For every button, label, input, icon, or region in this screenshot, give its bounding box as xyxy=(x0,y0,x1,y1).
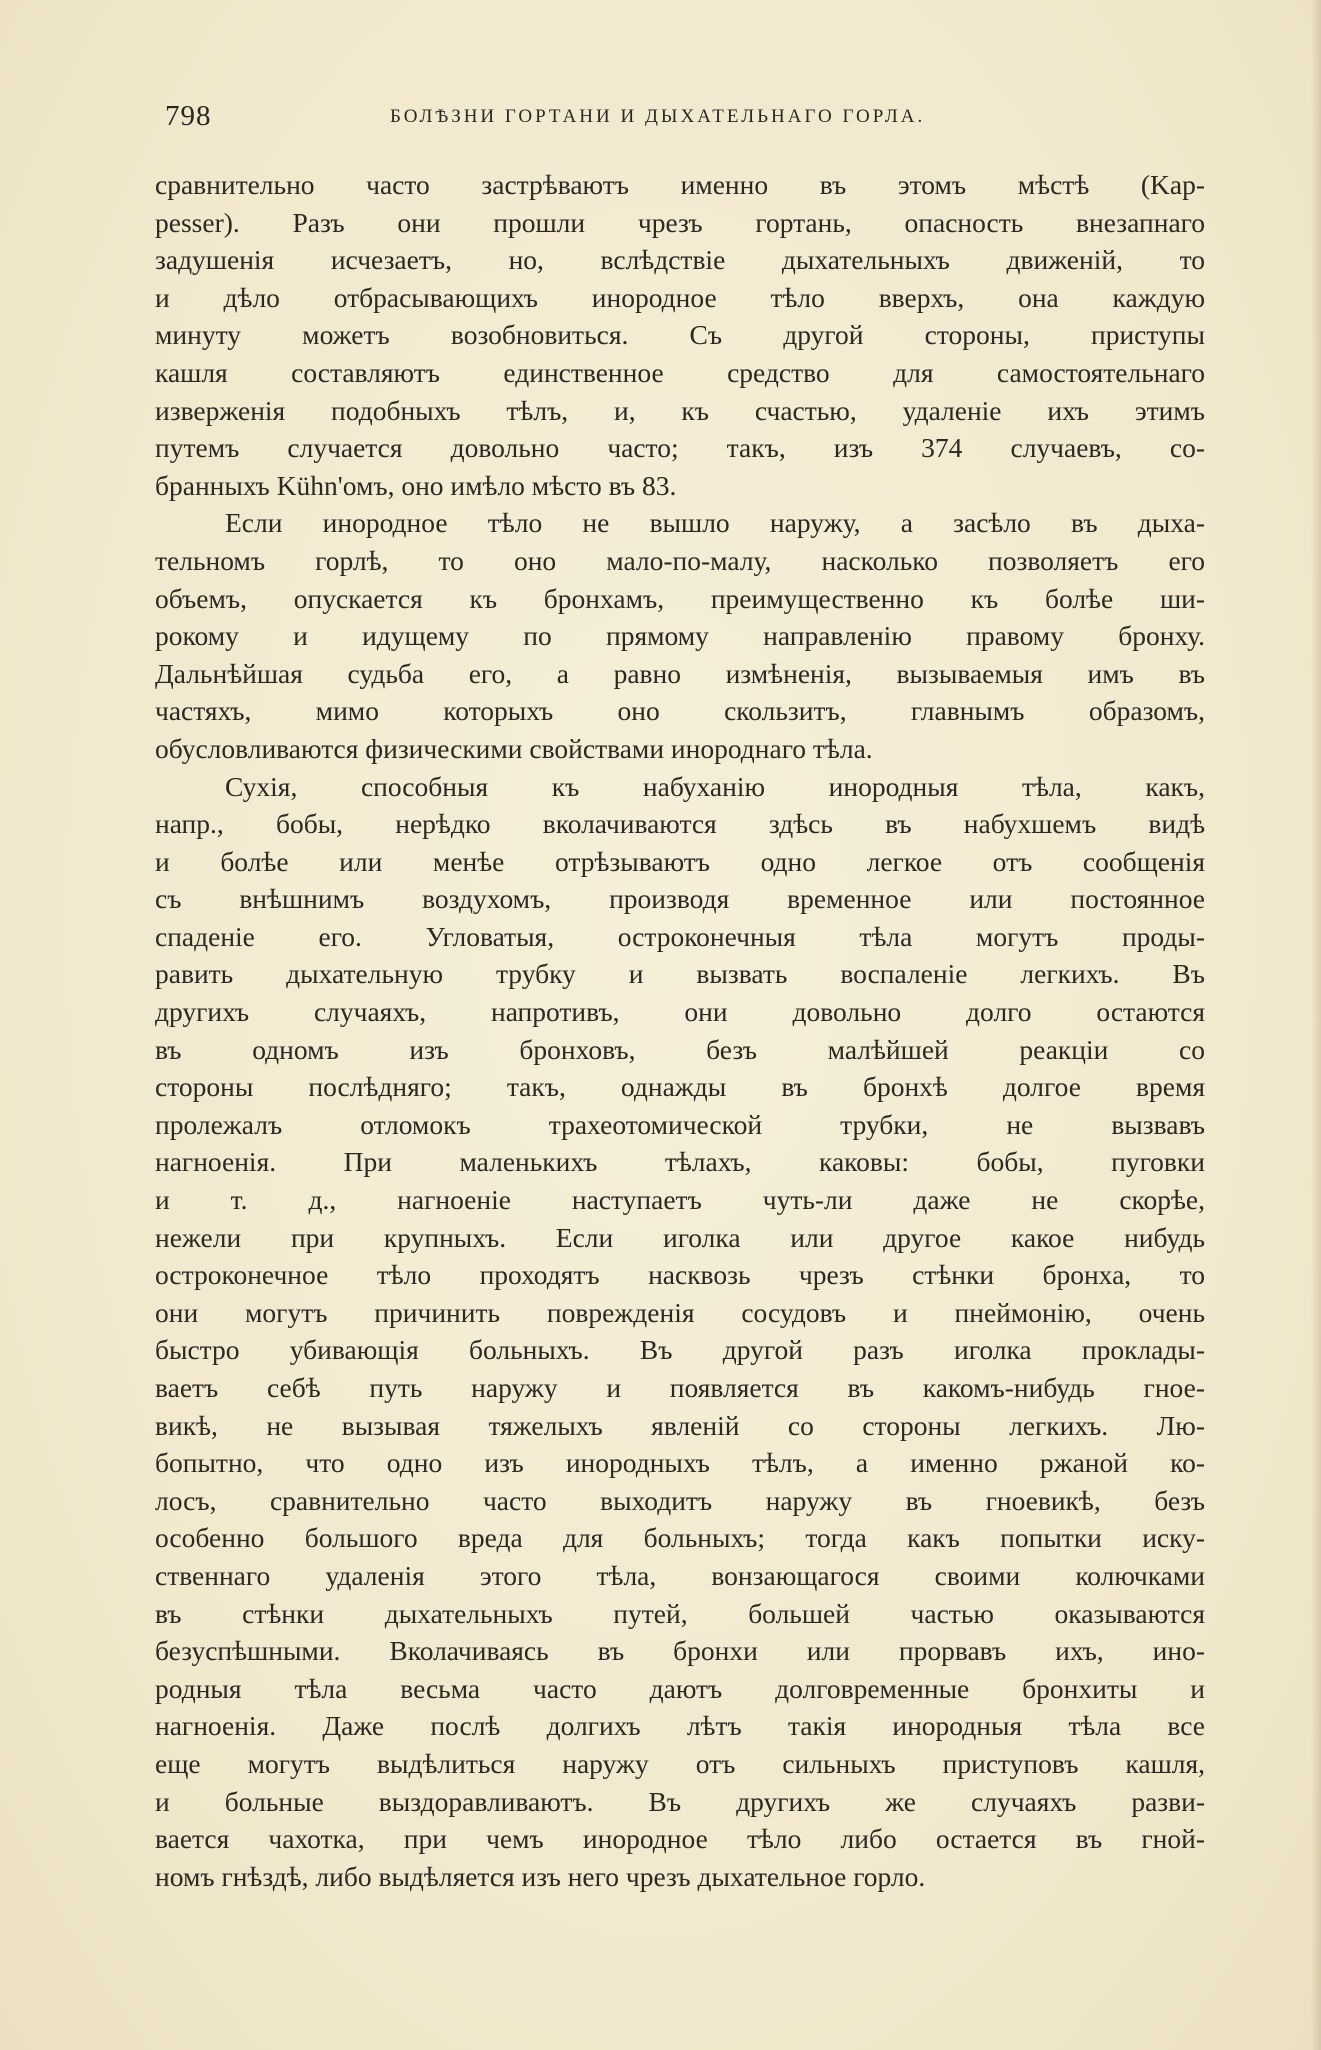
text-line: Если инородное тѣло не вышло наружу, а засѣло въ дыха- xyxy=(225,507,1205,539)
text-line: быстро убивающія больныхъ. Въ другой разъ иголка проклады- xyxy=(155,1334,1205,1366)
body-text xyxy=(155,166,1205,1895)
text-line: частяхъ, мимо которыхъ оно скользитъ, главнымъ образомъ, xyxy=(155,695,1205,727)
text-line: съ внѣшнимъ воздухомъ, производя временное или постоянное xyxy=(155,883,1205,915)
text-line: Сухія, способныя къ набуханію инородныя тѣла, какъ, xyxy=(225,770,1205,802)
text-line: спаденіе его. Угловатыя, остроконечныя тѣла могутъ проды- xyxy=(155,920,1205,952)
text-line: и болѣе или менѣе отрѣзываютъ одно легкое отъ сообщенія xyxy=(155,845,1205,877)
text-line: стороны послѣдняго; такъ, однажды въ бронхѣ долгое время xyxy=(155,1071,1205,1103)
text-line: ваетъ себѣ путь наружу и появляется въ какомъ-нибудь гное- xyxy=(155,1372,1205,1403)
text-line: обусловливаются физическими свойствами инороднаго тѣла. xyxy=(155,732,873,764)
page-edge-shadow xyxy=(1311,0,1321,2050)
text-line: нежели при крупныхъ. Если иголка или другое какое нибудь xyxy=(155,1221,1205,1253)
text-line: и т. д., нагноеніе наступаетъ чуть-ли даже не скорѣе, xyxy=(155,1184,1205,1216)
running-head xyxy=(165,100,1205,140)
text-line: pesser). Разъ они прошли чрезъ гортань, опасность внезапнаго xyxy=(155,206,1205,238)
text-line: кашля составляютъ единственное средство для самостоятельнаго xyxy=(155,356,1205,388)
text-line: объемъ, опускается къ бронхамъ, преимущественно къ болѣе ши- xyxy=(155,582,1205,614)
text-line: въ одномъ изъ бронховъ, безъ малѣйшей реакціи со xyxy=(155,1033,1205,1065)
text-line: бранныхъ Kühn'омъ, оно имѣло мѣсто въ 83. xyxy=(155,469,677,501)
text-line: рокому и идущему по прямому направленію правому бронху. xyxy=(155,620,1205,652)
text-line: путемъ случается довольно часто; такъ, изъ 374 случаевъ, со- xyxy=(155,432,1205,464)
text-line: лосъ, сравнительно часто выходитъ наружу въ гноевикѣ, безъ xyxy=(155,1484,1205,1516)
text-line: тельномъ горлѣ, то оно мало-по-малу, насколько позволяетъ его xyxy=(155,544,1205,576)
text-line: въ стѣнки дыхательныхъ путей, большей частью оказываются xyxy=(155,1597,1205,1629)
text-line: безуспѣшными. Вколачиваясь въ бронхи или прорвавъ ихъ, ино- xyxy=(155,1635,1205,1667)
text-line: и больные выздоравливаютъ. Въ другихъ же случаяхъ разви- xyxy=(155,1785,1205,1817)
text-line: остроконечное тѣло проходятъ насквозь чрезъ стѣнки бронха, то xyxy=(155,1259,1205,1291)
text-line: нагноенія. При маленькихъ тѣлахъ, каковы: бобы, пуговки xyxy=(155,1146,1205,1178)
text-line: равить дыхательную трубку и вызвать воспаленіе легкихъ. Въ xyxy=(155,958,1205,990)
text-line: ственнаго удаленія этого тѣла, вонзающагося своими колючками xyxy=(155,1559,1205,1591)
running-title: БОЛѢЗНИ ГОРТАНИ И ДЫХАТЕЛЬНАГО ГОРЛА. xyxy=(390,106,926,127)
text-line: и дѣло отбрасывающихъ инородное тѣло вверхъ, она каждую xyxy=(155,281,1205,313)
text-line: родныя тѣла весьма часто даютъ долговременные бронхиты и xyxy=(155,1672,1205,1704)
text-line: пролежалъ отломокъ трахеотомической трубки, не вызвавъ xyxy=(155,1108,1205,1140)
page-number: 798 xyxy=(165,100,212,132)
text-line: Дальнѣйшая судьба его, а равно измѣненія, вызываемыя имъ въ xyxy=(155,657,1205,689)
text-line: бопытно, что одно изъ инородныхъ тѣлъ, а именно ржаной ко- xyxy=(155,1447,1205,1479)
text-line: еще могутъ выдѣлиться наружу отъ сильныхъ приступовъ кашля, xyxy=(155,1747,1205,1779)
text-line: они могутъ причинить поврежденія сосудовъ и пнеймонію, очень xyxy=(155,1296,1205,1328)
text-line: викѣ, не вызывая тяжелыхъ явленій со стороны легкихъ. Лю- xyxy=(155,1409,1205,1441)
text-line: особенно большого вреда для больныхъ; тогда какъ попытки иску- xyxy=(155,1522,1205,1554)
text-line: изверженія подобныхъ тѣлъ, и, къ счастью, удаленіе ихъ этимъ xyxy=(155,394,1205,426)
text-line: нагноенія. Даже послѣ долгихъ лѣтъ такія инородныя тѣла все xyxy=(155,1710,1205,1742)
text-line: минуту можетъ возобновиться. Съ другой стороны, приступы xyxy=(155,319,1205,351)
text-line: номъ гнѣздѣ, либо выдѣляется изъ него чрезъ дыхательное горло. xyxy=(155,1860,926,1892)
text-line: вается чахотка, при чемъ инородное тѣло либо остается въ гной- xyxy=(155,1823,1205,1855)
text-line: сравнительно часто застрѣваютъ именно въ этомъ мѣстѣ (Kap- xyxy=(155,169,1205,200)
text-line: напр., бобы, нерѣдко вколачиваются здѣсь въ набухшемъ видѣ xyxy=(155,808,1205,840)
text-line: задушенія исчезаетъ, но, вслѣдствіе дыхательныхъ движеній, то xyxy=(155,244,1205,276)
text-line: другихъ случаяхъ, напротивъ, они довольно долго остаются xyxy=(155,996,1205,1028)
